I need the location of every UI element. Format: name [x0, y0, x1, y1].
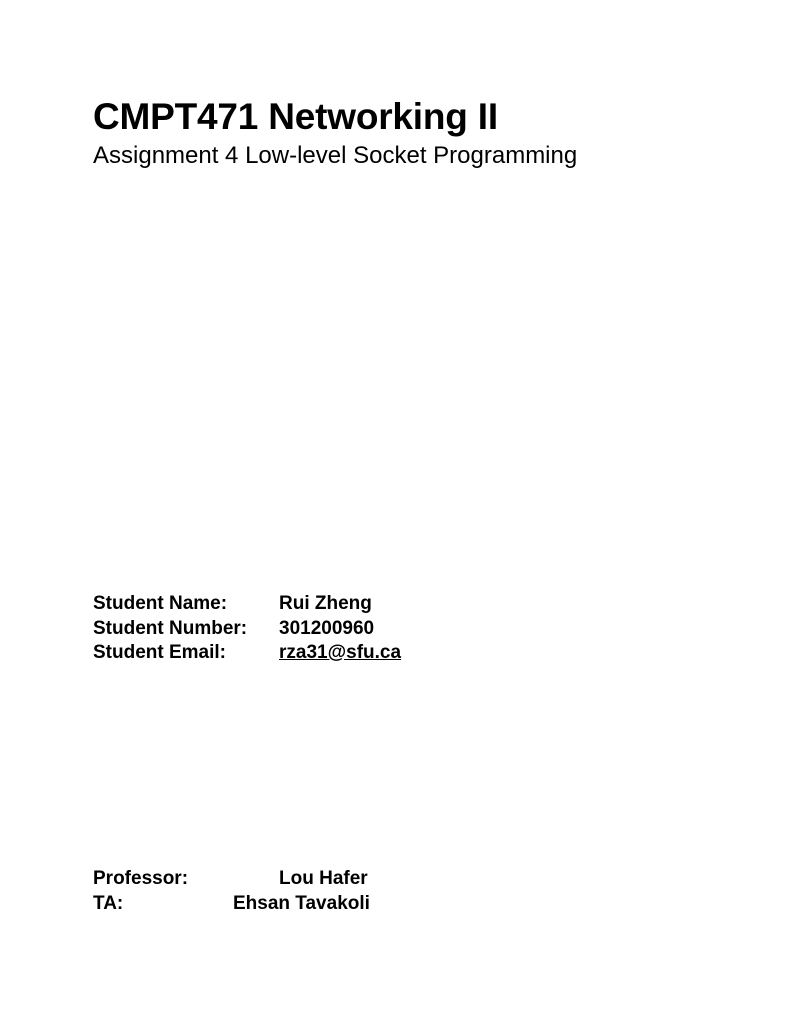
professor-value: Lou Hafer: [279, 868, 368, 889]
document-subtitle: Assignment 4 Low-level Socket Programming: [93, 142, 578, 169]
student-name-value: Rui Zheng: [279, 593, 372, 614]
student-email-label: Student Email:: [93, 642, 227, 663]
ta-label: TA:: [93, 893, 124, 914]
student-number-label: Student Number:: [93, 618, 248, 639]
student-number-value: 301200960: [279, 618, 375, 639]
student-name-label: Student Name:: [93, 593, 228, 614]
professor-label: Professor:: [93, 868, 189, 889]
document-title: CMPT471 Networking II: [93, 96, 498, 137]
student-email-link[interactable]: rza31@sfu.ca: [279, 642, 402, 663]
ta-value: Ehsan Tavakoli: [233, 893, 370, 914]
